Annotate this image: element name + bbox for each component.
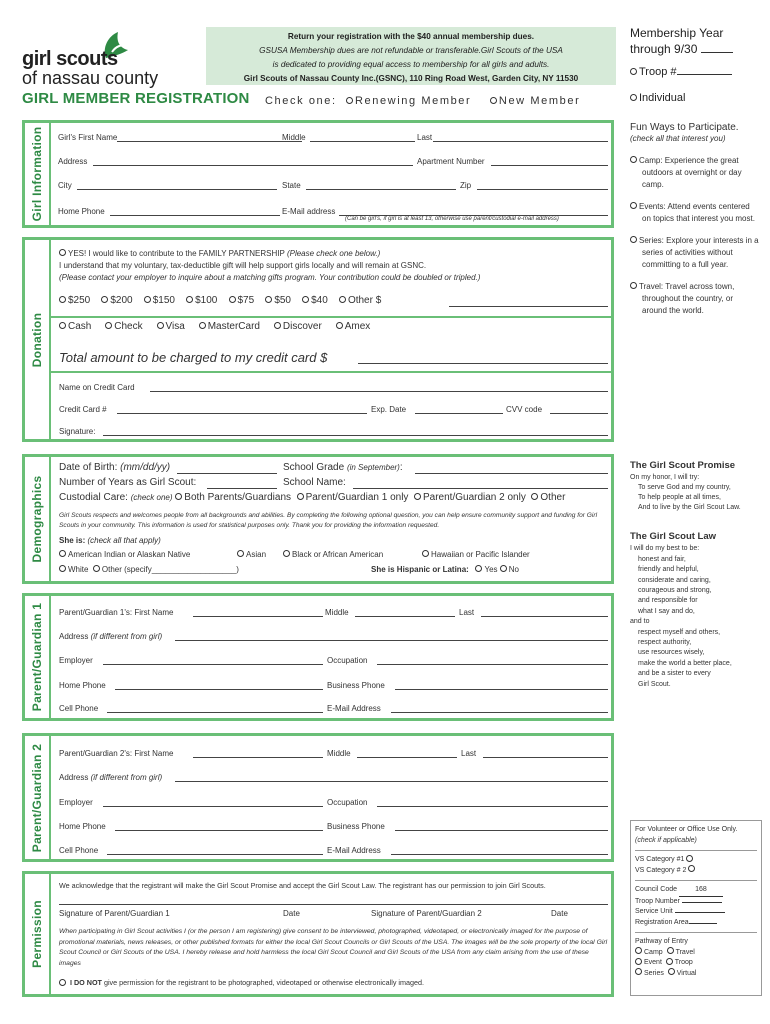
law-line: respect authority, [638, 639, 692, 647]
pg2-last-field[interactable] [483, 757, 608, 758]
through-label: through 9/30 [630, 42, 698, 56]
camp-title: Camp: [639, 156, 663, 165]
troop-label: Troop # [639, 66, 677, 78]
section-label [25, 123, 51, 225]
partnership-label: YES! I would like to contribute to the FAMILY PARTNERSHIP [68, 249, 285, 258]
pg2-first-field[interactable] [193, 757, 323, 758]
amount-radio[interactable] [302, 296, 309, 303]
partnership-note: (Please check one below.) [286, 249, 381, 258]
registration-area-label: Registration Area [635, 918, 689, 926]
series-text: Explore your interests in a series of activities without committing to a full year. [642, 236, 759, 269]
years-field[interactable] [207, 488, 277, 489]
pg1-first-field[interactable] [193, 616, 323, 617]
series-title: Series: [639, 236, 664, 245]
city-label: City [58, 181, 72, 190]
section-title: Girl Information [30, 126, 44, 222]
amount-radio[interactable] [101, 296, 108, 303]
travel-text: Travel across town, throughout the country, or around the world. [642, 282, 735, 315]
notice-line: Return your registration with the $40 annual membership dues. [287, 32, 535, 41]
pg2-middle-field[interactable] [357, 757, 457, 758]
law-panel [630, 532, 760, 690]
amount-label: $150 [152, 295, 175, 306]
donation-text: I understand that my voluntary, tax-deductible gift will help support girls locally and will remain at GSNC. [59, 261, 427, 270]
race-option: White [68, 565, 89, 574]
section-label [25, 457, 51, 581]
date1-label: Date [283, 909, 300, 918]
pathway-radio[interactable] [635, 958, 642, 965]
promise-panel [630, 461, 760, 513]
divider [51, 316, 611, 318]
travel-title: Travel: [639, 282, 664, 291]
amount-radio[interactable] [59, 296, 66, 303]
check-one-row [265, 95, 580, 107]
section-title: Demographics [30, 475, 44, 563]
pg2-home-phone-label: Home Phone [59, 822, 106, 831]
do-not-permit-check[interactable] [59, 979, 66, 986]
payment-options [59, 321, 370, 332]
total-field[interactable] [358, 363, 608, 364]
sig2-label: Signature of Parent/Guardian 2 [371, 909, 482, 918]
race-check[interactable] [59, 565, 66, 572]
promise-line: To help people at all times, [638, 494, 721, 501]
camp-check[interactable] [630, 156, 637, 163]
grade-note: (in September) [346, 463, 400, 472]
pg1-address-label: Address [59, 632, 89, 641]
she-is-label: She is: [59, 536, 86, 545]
year-field[interactable] [701, 52, 733, 53]
vs2-check[interactable] [688, 865, 695, 872]
city-field[interactable] [77, 189, 277, 190]
email-note: (Can be girl's, if girl is at least 13, otherwise use parent/custodial e-mail address) [345, 216, 559, 222]
custodial-option: Other [540, 492, 566, 503]
girl-info-section [22, 120, 614, 228]
troop-field[interactable] [677, 74, 732, 75]
payment-radio[interactable] [199, 322, 206, 329]
vs1-check[interactable] [686, 855, 693, 862]
payment-label: MasterCard [207, 321, 260, 332]
law-line: make the world a better place, [638, 659, 732, 667]
pg1-business-phone-field[interactable] [395, 689, 608, 690]
hispanic-no-radio[interactable] [500, 565, 507, 572]
grade-field[interactable] [415, 473, 608, 474]
law-title: The Girl Scout Law [630, 531, 717, 542]
card-name-field[interactable] [150, 391, 608, 392]
pathway-title: Pathway of Entry [635, 938, 688, 945]
amount-label: $40 [311, 295, 328, 306]
pg2-address-field[interactable] [175, 781, 608, 782]
hispanic-yes-radio[interactable] [475, 565, 482, 572]
promise-line: And to live by the Girl Scout Law. [638, 504, 741, 511]
fun-ways-title: Fun Ways to Participate. [630, 122, 739, 133]
pg2-business-phone-label: Business Phone [327, 822, 385, 831]
council-label: Council Code [635, 886, 678, 893]
pg1-cell-label: Cell Phone [59, 704, 99, 713]
demographics-section: Demographics Date of Birth: (mm/dd/yy) School Grade (in September): Number of Years as Girl Scout: School Name: Custodial Care: (check one) Both Parents/Guardians Parent/Guardian 1 only Parent/Guardian 2 only Other Girl Scouts respects and welcomes people from all backgrounds and abilities. By completing the following optional question, you can help ensure community support and funding for Girl Scouts in your community. This information is used for statistical purposes only. Thank you for providing the information requested. She is: (check all that apply) American Indian or Alaskan Native Asian Black or African American Hawaiian or Pacific Islander White Other (specify___________________) She is Hispanic or Latina: Yes No [22, 454, 614, 584]
pg2-address-note: (if different from girl) [90, 773, 163, 782]
cvv-field[interactable] [550, 413, 608, 414]
fun-ways-note: (check all that interest you) [630, 134, 726, 143]
dob-field[interactable] [177, 473, 277, 474]
org-name-sub: of nassau county [22, 68, 159, 88]
law-line: and to [630, 618, 650, 626]
custodial-radio[interactable] [175, 493, 182, 500]
office-use-box [630, 820, 762, 996]
notice-line: Girl Scouts of Nassau County Inc.(GSNC), 110 Ring Road West, Garden City, NY 11530 [243, 74, 579, 83]
troop-number-field[interactable] [682, 902, 722, 903]
card-number-label: Credit Card # [59, 405, 107, 414]
girl-middle-field[interactable] [310, 141, 415, 142]
office-title: For Volunteer or Office Use Only. [635, 826, 738, 833]
law-line: respect myself and others, [638, 628, 721, 636]
law-line: and be a sister to every [638, 670, 711, 678]
no-label: No [508, 565, 520, 574]
new-member-label: New Member [498, 95, 581, 107]
pg2-email-field[interactable] [391, 854, 608, 855]
notice-line: is dedicated to providing equal access to membership for all girls and adults. [272, 60, 550, 69]
race-option: Asian [246, 550, 267, 559]
promise-title: The Girl Scout Promise [630, 460, 736, 471]
pg1-occupation-label: Occupation [327, 656, 368, 665]
girl-first-field[interactable] [117, 141, 302, 142]
amount-label: $75 [237, 295, 255, 306]
apt-field[interactable] [491, 165, 608, 166]
page-title: GIRL MEMBER REGISTRATION [22, 90, 250, 107]
membership-year-label: Membership Year [630, 26, 724, 40]
pg2-occupation-field[interactable] [377, 806, 608, 807]
payment-radio[interactable] [59, 322, 66, 329]
custodial-label: Custodial Care: [59, 492, 128, 503]
address-field[interactable] [93, 165, 413, 166]
image-consent-paragraph: When participating in Girl Scout activities I (or the person I am registering) give consent to be interviewed, photographed, videotaped, or electronically imaged for the purpose of promotional materials, news releases, or other published formats for either the local Girl Scout Councils or Girl Scouts of the USA. The images will be the sole property of the local Girl Scout Council or Girl Scouts of the USA. I hereby release and hold harmless the local Girl Scout Council and Girl Scouts of the USA from any claim arising from the use of these images [59, 928, 608, 967]
law-line: and responsible for [638, 597, 698, 605]
series-check[interactable] [630, 236, 637, 243]
state-field[interactable] [306, 189, 456, 190]
pathway-radio[interactable] [667, 947, 674, 954]
section-label [25, 596, 51, 718]
amount-label: $200 [110, 295, 133, 306]
zip-field[interactable] [477, 189, 608, 190]
amount-label: $50 [274, 295, 291, 306]
girl-middle-label: Middle [282, 133, 306, 142]
race-check[interactable] [59, 550, 66, 557]
pg2-business-phone-field[interactable] [395, 830, 608, 831]
amount-label: Other $ [347, 295, 382, 306]
donation-text: (Please contact your employer to inquire about a matching gifts program. Your contribution could be doubled or tripled.) [59, 273, 481, 282]
payment-label: Check [114, 321, 143, 332]
law-line: use resources wisely, [638, 649, 705, 657]
pg1-middle-label: Middle [325, 608, 349, 617]
vs2-label: VS Category # 2 [635, 866, 687, 874]
divider [51, 371, 611, 373]
hispanic-label: She is Hispanic or Latina: [371, 565, 469, 574]
law-line: considerate and caring, [638, 576, 711, 584]
home-phone-label: Home Phone [58, 207, 105, 216]
pathway-radio[interactable] [668, 968, 675, 975]
payment-radio[interactable] [336, 322, 343, 329]
individual-radio[interactable] [630, 94, 637, 101]
troop-radio[interactable] [630, 68, 637, 75]
custodial-option: Both Parents/Guardians [184, 492, 292, 503]
service-unit-field[interactable] [675, 912, 725, 913]
law-line: what I say and do, [638, 607, 695, 615]
race-option: Hawaiian or Pacific Islander [431, 550, 530, 559]
payment-label: Visa [165, 321, 185, 332]
law-line: I will do my best to be: [630, 545, 700, 553]
pg1-first-label: Parent/Guardian 1's: First Name [59, 608, 174, 617]
section-label [25, 736, 51, 859]
amount-radio[interactable] [229, 296, 236, 303]
troop-number-label: Troop Number [635, 897, 680, 905]
office-note: (check if applicable) [635, 836, 697, 844]
school-field[interactable] [353, 488, 608, 489]
years-label: Number of Years as Girl Scout: [59, 477, 197, 488]
do-not-label: I DO NOT [70, 978, 102, 987]
yes-label: Yes [484, 565, 498, 574]
family-partnership-check[interactable] [59, 249, 66, 256]
pathway-option: Camp [644, 948, 663, 956]
pg1-home-phone-field[interactable] [115, 689, 323, 690]
race-other: Other (specify___________________) [101, 565, 239, 574]
amount-radio[interactable] [144, 296, 151, 303]
pathway-radio[interactable] [635, 947, 642, 954]
pg1-address-note: (if different from girl) [90, 632, 163, 641]
payment-label: Cash [68, 321, 92, 332]
pathway-option: Series [644, 969, 664, 977]
payment-radio[interactable] [105, 322, 112, 329]
race-check[interactable] [93, 565, 100, 572]
girl-first-label: Girl's First Name [58, 133, 118, 142]
pg2-cell-field[interactable] [107, 854, 323, 855]
she-is-note: (check all that apply) [87, 536, 161, 545]
pg1-last-field[interactable] [481, 616, 608, 617]
amount-options [59, 295, 381, 306]
custodial-row [59, 492, 565, 503]
pg1-occupation-field[interactable] [377, 664, 608, 665]
race-check[interactable] [422, 550, 429, 557]
law-line: courageous and strong, [638, 587, 712, 595]
notice-box [206, 27, 616, 85]
school-label: School Name: [283, 477, 346, 488]
pathway-option: Virtual [676, 969, 697, 977]
check-one-label: Check one: [265, 95, 337, 107]
payment-label: Discover [282, 321, 322, 332]
section-title: Parent/Guardian 2 [30, 743, 44, 852]
race-check[interactable] [283, 550, 290, 557]
law-line: honest and fair, [638, 555, 686, 563]
zip-label: Zip [460, 181, 472, 190]
promise-line: On my honor, I will try: [630, 474, 700, 481]
events-text: Attend events centered on topics that interest you most. [642, 202, 755, 223]
parent-guardian-2-section [22, 733, 614, 862]
travel-check[interactable] [630, 282, 637, 289]
events-check[interactable] [630, 202, 637, 209]
membership-panel [630, 26, 760, 104]
law-line: friendly and helpful, [638, 566, 699, 574]
payment-radio[interactable] [157, 322, 164, 329]
amount-label: $250 [68, 295, 91, 306]
council-code-field[interactable]: 168 [679, 885, 723, 897]
section-title: Permission [30, 900, 44, 968]
home-phone-field[interactable] [110, 215, 280, 216]
race-option: Black or African American [292, 550, 384, 559]
pg2-email-label: E-Mail Address [327, 846, 381, 855]
pg2-employer-label: Employer [59, 798, 93, 807]
pg2-middle-label: Middle [327, 749, 351, 758]
org-name: girl scouts [22, 48, 118, 70]
pg1-employer-field[interactable] [103, 664, 323, 665]
pathway-radio[interactable] [666, 958, 673, 965]
do-not-text: give permission for the registrant to be photographed, videotaped or otherwise electronically imaged. [103, 978, 424, 987]
vs1-label: VS Category #1 [635, 856, 685, 863]
race-option: American Indian or Alaskan Native [68, 550, 191, 559]
pg1-business-phone-label: Business Phone [327, 681, 385, 690]
law-line: Girl Scout. [638, 680, 671, 688]
amount-radio[interactable] [186, 296, 193, 303]
pg2-employer-field[interactable] [103, 806, 323, 807]
section-title: Parent/Guardian 1 [30, 602, 44, 712]
acknowledgement-text: We acknowledge that the registrant will make the Girl Scout Promise and accept the Girl Scout Law. The registrant has our permission to join Girl Scouts. [59, 881, 546, 890]
renewing-label: Renewing Member [354, 95, 472, 107]
pg2-cell-label: Cell Phone [59, 846, 99, 855]
events-title: Events: [639, 202, 666, 211]
pg1-address-field[interactable] [175, 640, 608, 641]
pathway-option: Travel [675, 948, 695, 956]
exp-field[interactable] [415, 413, 503, 414]
section-label [25, 240, 51, 439]
sig1-label: Signature of Parent/Guardian 1 [59, 909, 170, 918]
dob-format: (mm/dd/yy) [120, 462, 171, 473]
amount-label: $100 [195, 295, 218, 306]
total-label: Total amount to be charged to my credit card $ [59, 350, 328, 365]
dob-label: Date of Birth: [59, 462, 118, 473]
custodial-radio[interactable] [531, 493, 538, 500]
promise-line: To serve God and my country, [638, 484, 731, 491]
card-signature-label: Signature: [59, 427, 96, 436]
section-label [25, 874, 51, 994]
custodial-radio[interactable] [414, 493, 421, 500]
registration-area-field[interactable] [689, 923, 717, 924]
cvv-label: CVV code [506, 405, 543, 414]
custodial-radio[interactable] [297, 493, 304, 500]
amount-radio[interactable] [339, 296, 346, 303]
camp-text: Experience the great outdoors at overnight or day camp. [642, 156, 742, 189]
pg1-email-field[interactable] [391, 712, 608, 713]
fun-ways-panel [630, 122, 760, 317]
signature-line[interactable] [59, 904, 608, 905]
pg2-occupation-label: Occupation [327, 798, 368, 807]
individual-label: Individual [639, 92, 686, 104]
pathway-option: Troop [674, 959, 693, 966]
amount-radio[interactable] [265, 296, 272, 303]
card-name-label: Name on Credit Card [59, 383, 135, 392]
pg1-middle-field[interactable] [355, 616, 455, 617]
state-label: State [282, 181, 301, 190]
notice-line: GSUSA Membership dues are not refundable or transferable.Girl Scouts of the USA [259, 46, 563, 55]
pg1-home-phone-label: Home Phone [59, 681, 106, 690]
pathway-radio[interactable] [635, 968, 642, 975]
parent-guardian-1-section [22, 593, 614, 721]
payment-radio[interactable] [274, 322, 281, 329]
new-member-radio[interactable] [490, 97, 497, 104]
girl-last-field[interactable] [433, 141, 608, 142]
demographics-paragraph: Girl Scouts respects and welcomes people from all backgrounds and abilities. By completing the following optional question, you can help ensure community support and funding for Girl Scouts in your community. This information is used for statistical purposes only. Thank you for providing the information requested. [59, 512, 598, 529]
date2-label: Date [551, 909, 568, 918]
email-label: E-Mail address [282, 207, 336, 216]
pg1-employer-label: Employer [59, 656, 93, 665]
pg1-cell-field[interactable] [107, 712, 323, 713]
exp-label: Exp. Date [371, 405, 407, 414]
service-unit-label: Service Unit [635, 908, 673, 915]
pathway-option: Event [644, 959, 662, 966]
card-number-field[interactable] [117, 413, 367, 414]
permission-section [22, 871, 614, 997]
pg2-last-label: Last [461, 749, 477, 758]
grade-label: School Grade [283, 462, 345, 473]
pg1-email-label: E-Mail Address [327, 704, 381, 713]
custodial-option: Parent/Guardian 2 only [422, 492, 526, 503]
pg1-last-label: Last [459, 608, 475, 617]
payment-label: Amex [344, 321, 371, 332]
custodial-option: Parent/Guardian 1 only [305, 492, 409, 503]
other-amount-field[interactable] [449, 306, 608, 307]
girl-last-label: Last [417, 133, 433, 142]
custodial-note: (check one) [130, 493, 173, 502]
address-label: Address [58, 157, 88, 166]
apt-label: Apartment Number [417, 157, 485, 166]
section-title: Donation [30, 312, 44, 367]
pg2-home-phone-field[interactable] [115, 830, 323, 831]
card-signature-field[interactable] [103, 435, 608, 436]
race-check[interactable] [237, 550, 244, 557]
donation-section [22, 237, 614, 442]
pg2-first-label: Parent/Guardian 2's: First Name [59, 749, 174, 758]
pg2-address-label: Address [59, 773, 89, 782]
renewing-radio[interactable] [346, 97, 353, 104]
